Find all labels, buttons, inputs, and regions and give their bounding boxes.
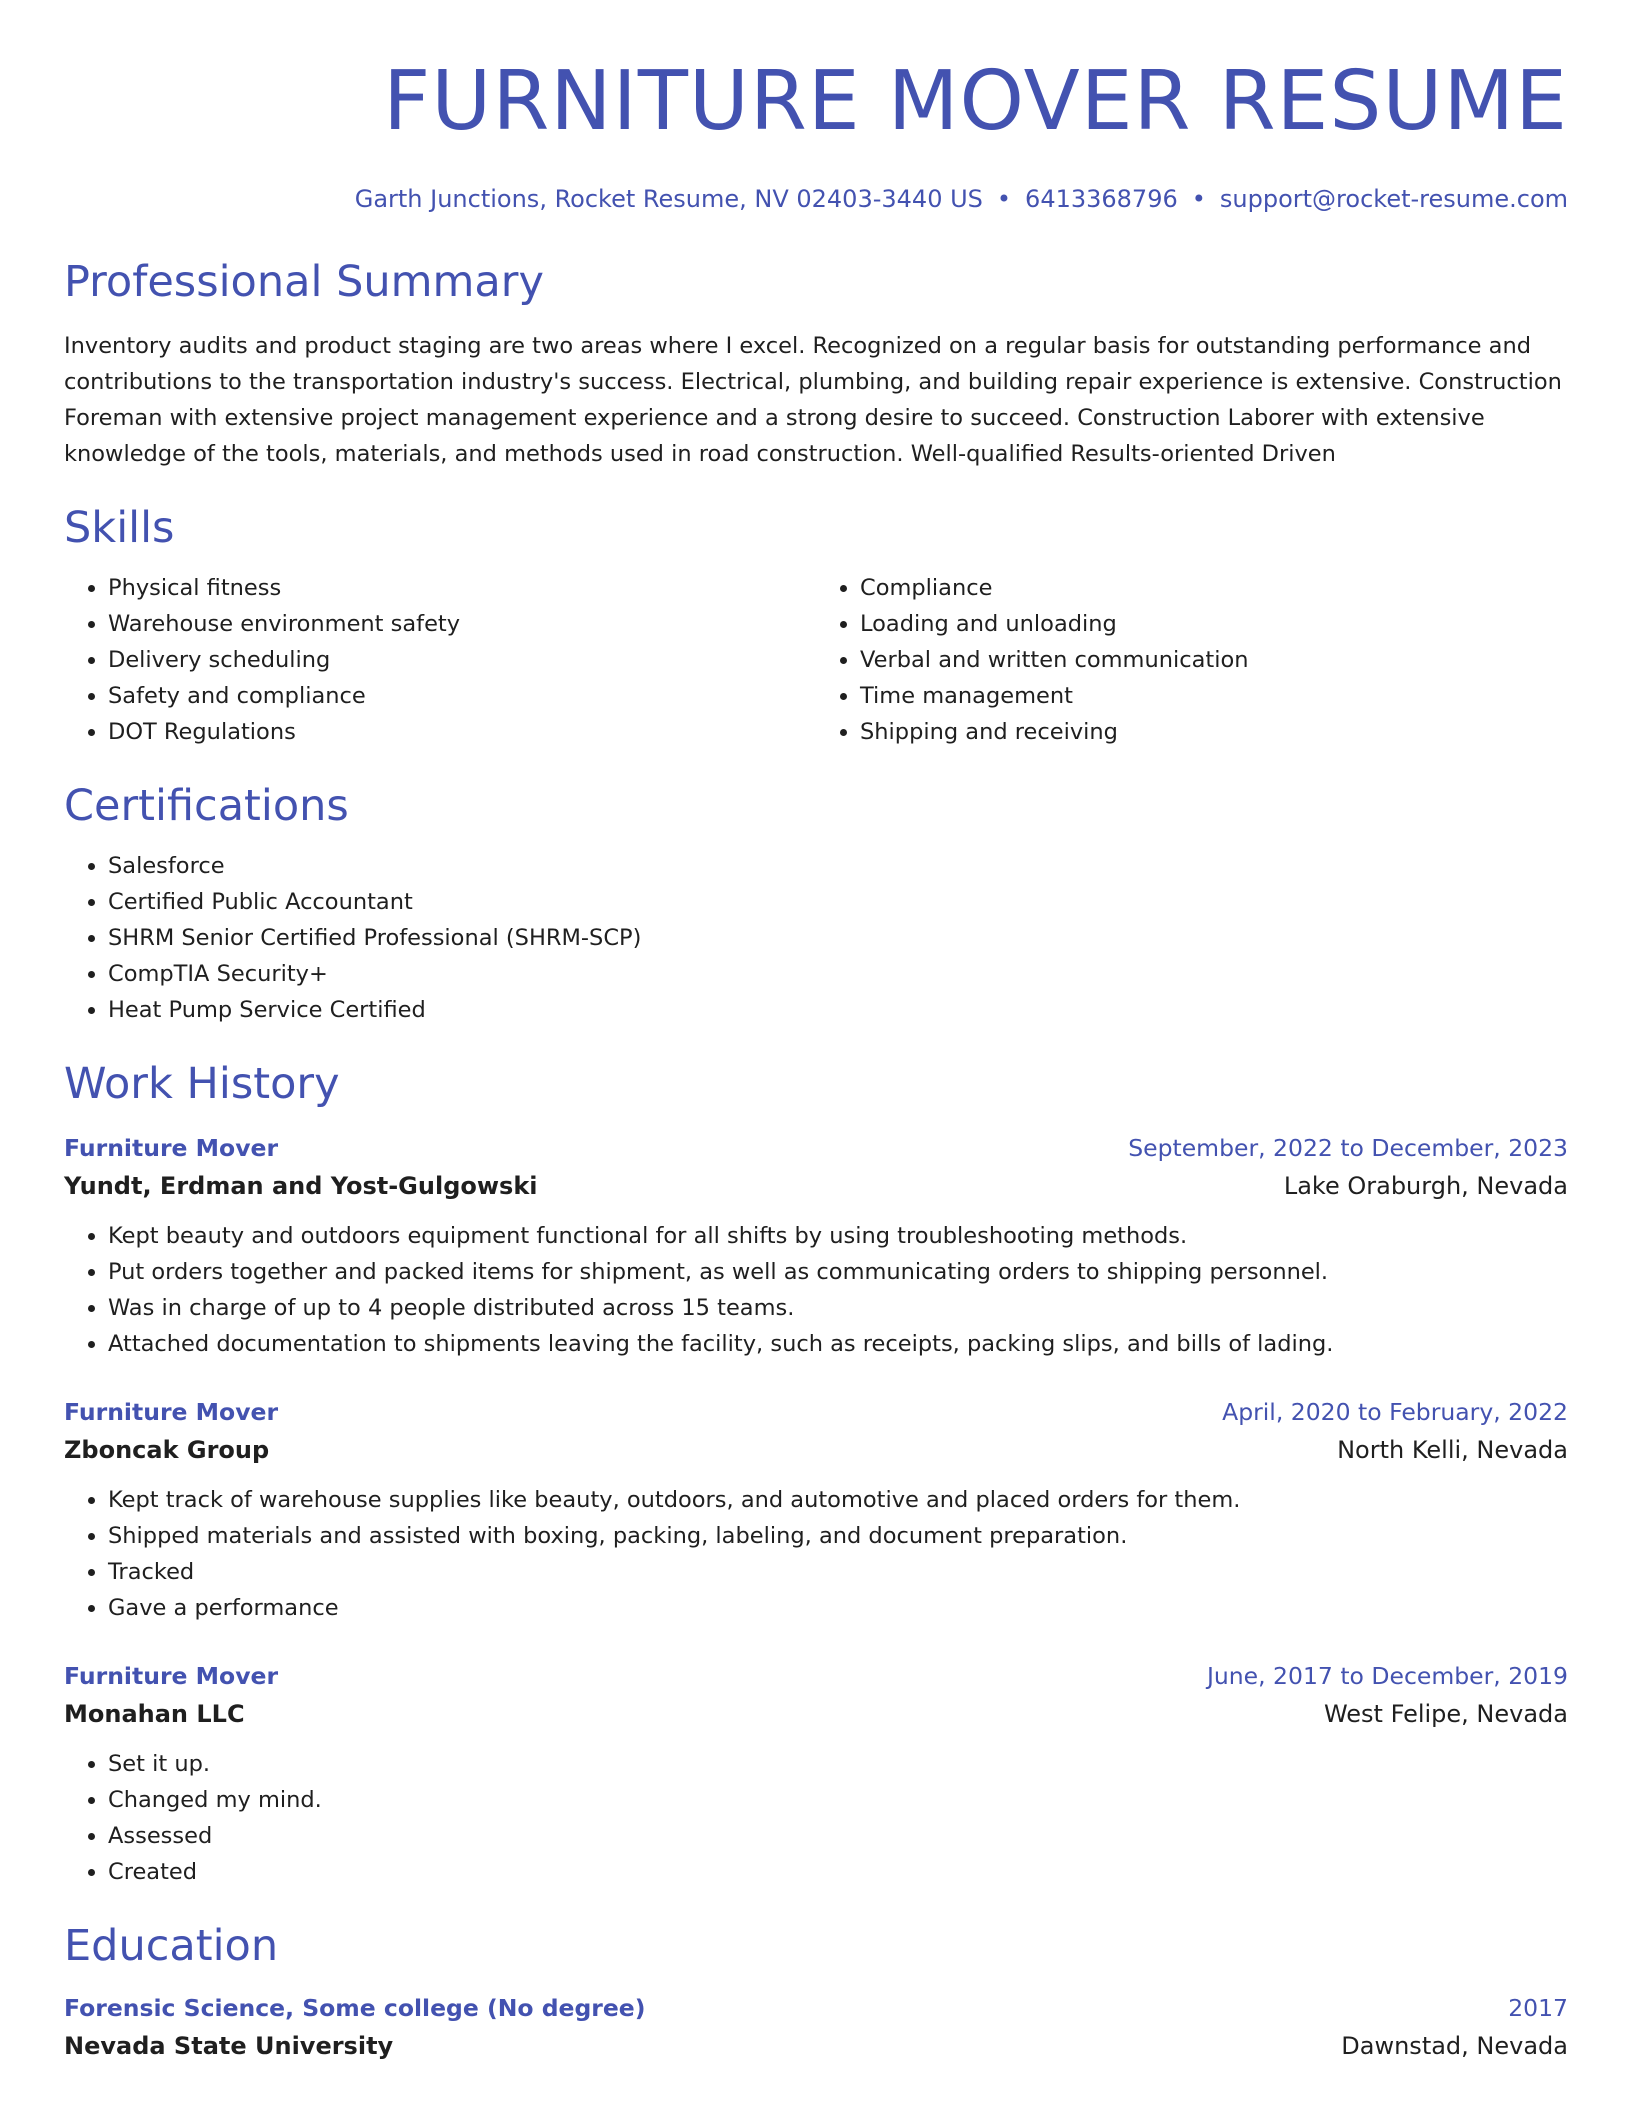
section-heading-skills: Skills [64,503,175,553]
skills-list-right [816,570,1568,750]
job-bullets [64,1218,1568,1362]
job-bullet: • Assessed [108,1818,1568,1854]
job-company-row [64,1694,1568,1734]
job-location: West Felipe, Nevada [1323,1700,1568,1728]
contact-separator: • [1191,185,1206,213]
job-bullet: • Kept beauty and outdoors equipment functional for all shifts by using troubleshooting methods. [108,1218,1568,1254]
education-school: Nevada State University [64,2032,394,2060]
job-entry [64,1394,1568,1626]
job-location: North Kelli, Nevada [1337,1436,1568,1464]
resume-title: FURNITURE MOVER RESUME [383,54,1568,149]
contact-phone[interactable]: 6413368796 [1025,185,1178,213]
skill-item: • Delivery scheduling [108,642,816,678]
education-header-row [64,1990,1568,2026]
skill-item: • Safety and compliance [108,678,816,714]
job-entry [64,1658,1568,1890]
section-heading-certifications: Certifications [64,781,349,831]
job-company: Yundt, Erdman and Yost-Gulgowski [64,1172,538,1200]
skill-item: • Verbal and written communication [860,642,1568,678]
job-company: Zboncak Group [64,1436,270,1464]
certification-item: • Salesforce [108,848,1568,884]
education-year: 2017 [1508,1994,1568,2022]
education-location: Dawnstad, Nevada [1341,2032,1568,2060]
section-heading-education: Education [64,1921,279,1971]
job-header-row [64,1658,1568,1694]
education-entry [64,1990,1568,2066]
job-bullet: • Created [108,1854,1568,1890]
contact-line [64,182,1568,216]
job-title: Furniture Mover [64,1398,279,1426]
job-bullet: • Put orders together and packed items for shipment, as well as communicating orders to shipping personnel. [108,1254,1568,1290]
skill-item: • Warehouse environment safety [108,606,816,642]
job-bullet: • Was in charge of up to 4 people distributed across 15 teams. [108,1290,1568,1326]
skills-grid [64,570,1568,750]
skills-list-left [64,570,816,750]
certification-item: • SHRM Senior Certified Professional (SHRM-SCP) [108,920,1568,956]
job-bullets [64,1746,1568,1890]
job-dates: June, 2017 to December, 2019 [1206,1662,1568,1690]
job-dates: April, 2020 to February, 2022 [1222,1398,1568,1426]
job-entry [64,1130,1568,1362]
certifications-list [64,848,1568,1028]
job-bullet: • Kept track of warehouse supplies like beauty, outdoors, and automotive and placed orders for them. [108,1482,1568,1518]
skill-item: • Loading and unloading [860,606,1568,642]
job-company: Monahan LLC [64,1700,245,1728]
job-title: Furniture Mover [64,1134,279,1162]
certification-item: • CompTIA Security+ [108,956,1568,992]
certification-item: • Heat Pump Service Certified [108,992,1568,1028]
job-header-row [64,1130,1568,1166]
section-heading-work-history: Work History [64,1059,340,1109]
summary-text: Inventory audits and product staging are two areas where I excel. Recognized on a regular basis for outstanding performance and contributions to the transportation industry's success. Electrical, plumbing, and building repair experience is extensive. Construction Foreman with extensive project management experience and a strong desire to succeed. Construction Laborer with extensive knowledge of the tools, materials, and methods used in road construction. Well-qualified Results-oriented Driven [64,333,1562,467]
contact-email[interactable]: support@rocket-resume.com [1219,185,1568,213]
skill-item: • DOT Regulations [108,714,816,750]
skill-item: • Compliance [860,570,1568,606]
certification-item: • Certified Public Accountant [108,884,1568,920]
job-location: Lake Oraburgh, Nevada [1283,1172,1568,1200]
section-heading-summary: Professional Summary [64,257,544,307]
skill-item: • Time management [860,678,1568,714]
job-bullets [64,1482,1568,1626]
skill-item: • Physical fitness [108,570,816,606]
job-company-row [64,1430,1568,1470]
job-company-row [64,1166,1568,1206]
job-dates: September, 2022 to December, 2023 [1128,1134,1568,1162]
job-bullet: • Changed my mind. [108,1782,1568,1818]
contact-address: Garth Junctions, Rocket Resume, NV 02403-3440 US [354,185,983,213]
contact-separator: • [996,185,1012,213]
job-bullet: • Gave a performance [108,1590,1568,1626]
job-header-row [64,1394,1568,1430]
education-school-row [64,2026,1568,2066]
job-title: Furniture Mover [64,1662,279,1690]
skill-item: • Shipping and receiving [860,714,1568,750]
job-bullet: • Set it up. [108,1746,1568,1782]
job-bullet: • Attached documentation to shipments leaving the facility, such as receipts, packing slips, and bills of lading. [108,1326,1568,1362]
education-degree: Forensic Science, Some college (No degree) [64,1994,646,2022]
job-bullet: • Tracked [108,1554,1568,1590]
job-bullet: • Shipped materials and assisted with boxing, packing, labeling, and document preparation. [108,1518,1568,1554]
